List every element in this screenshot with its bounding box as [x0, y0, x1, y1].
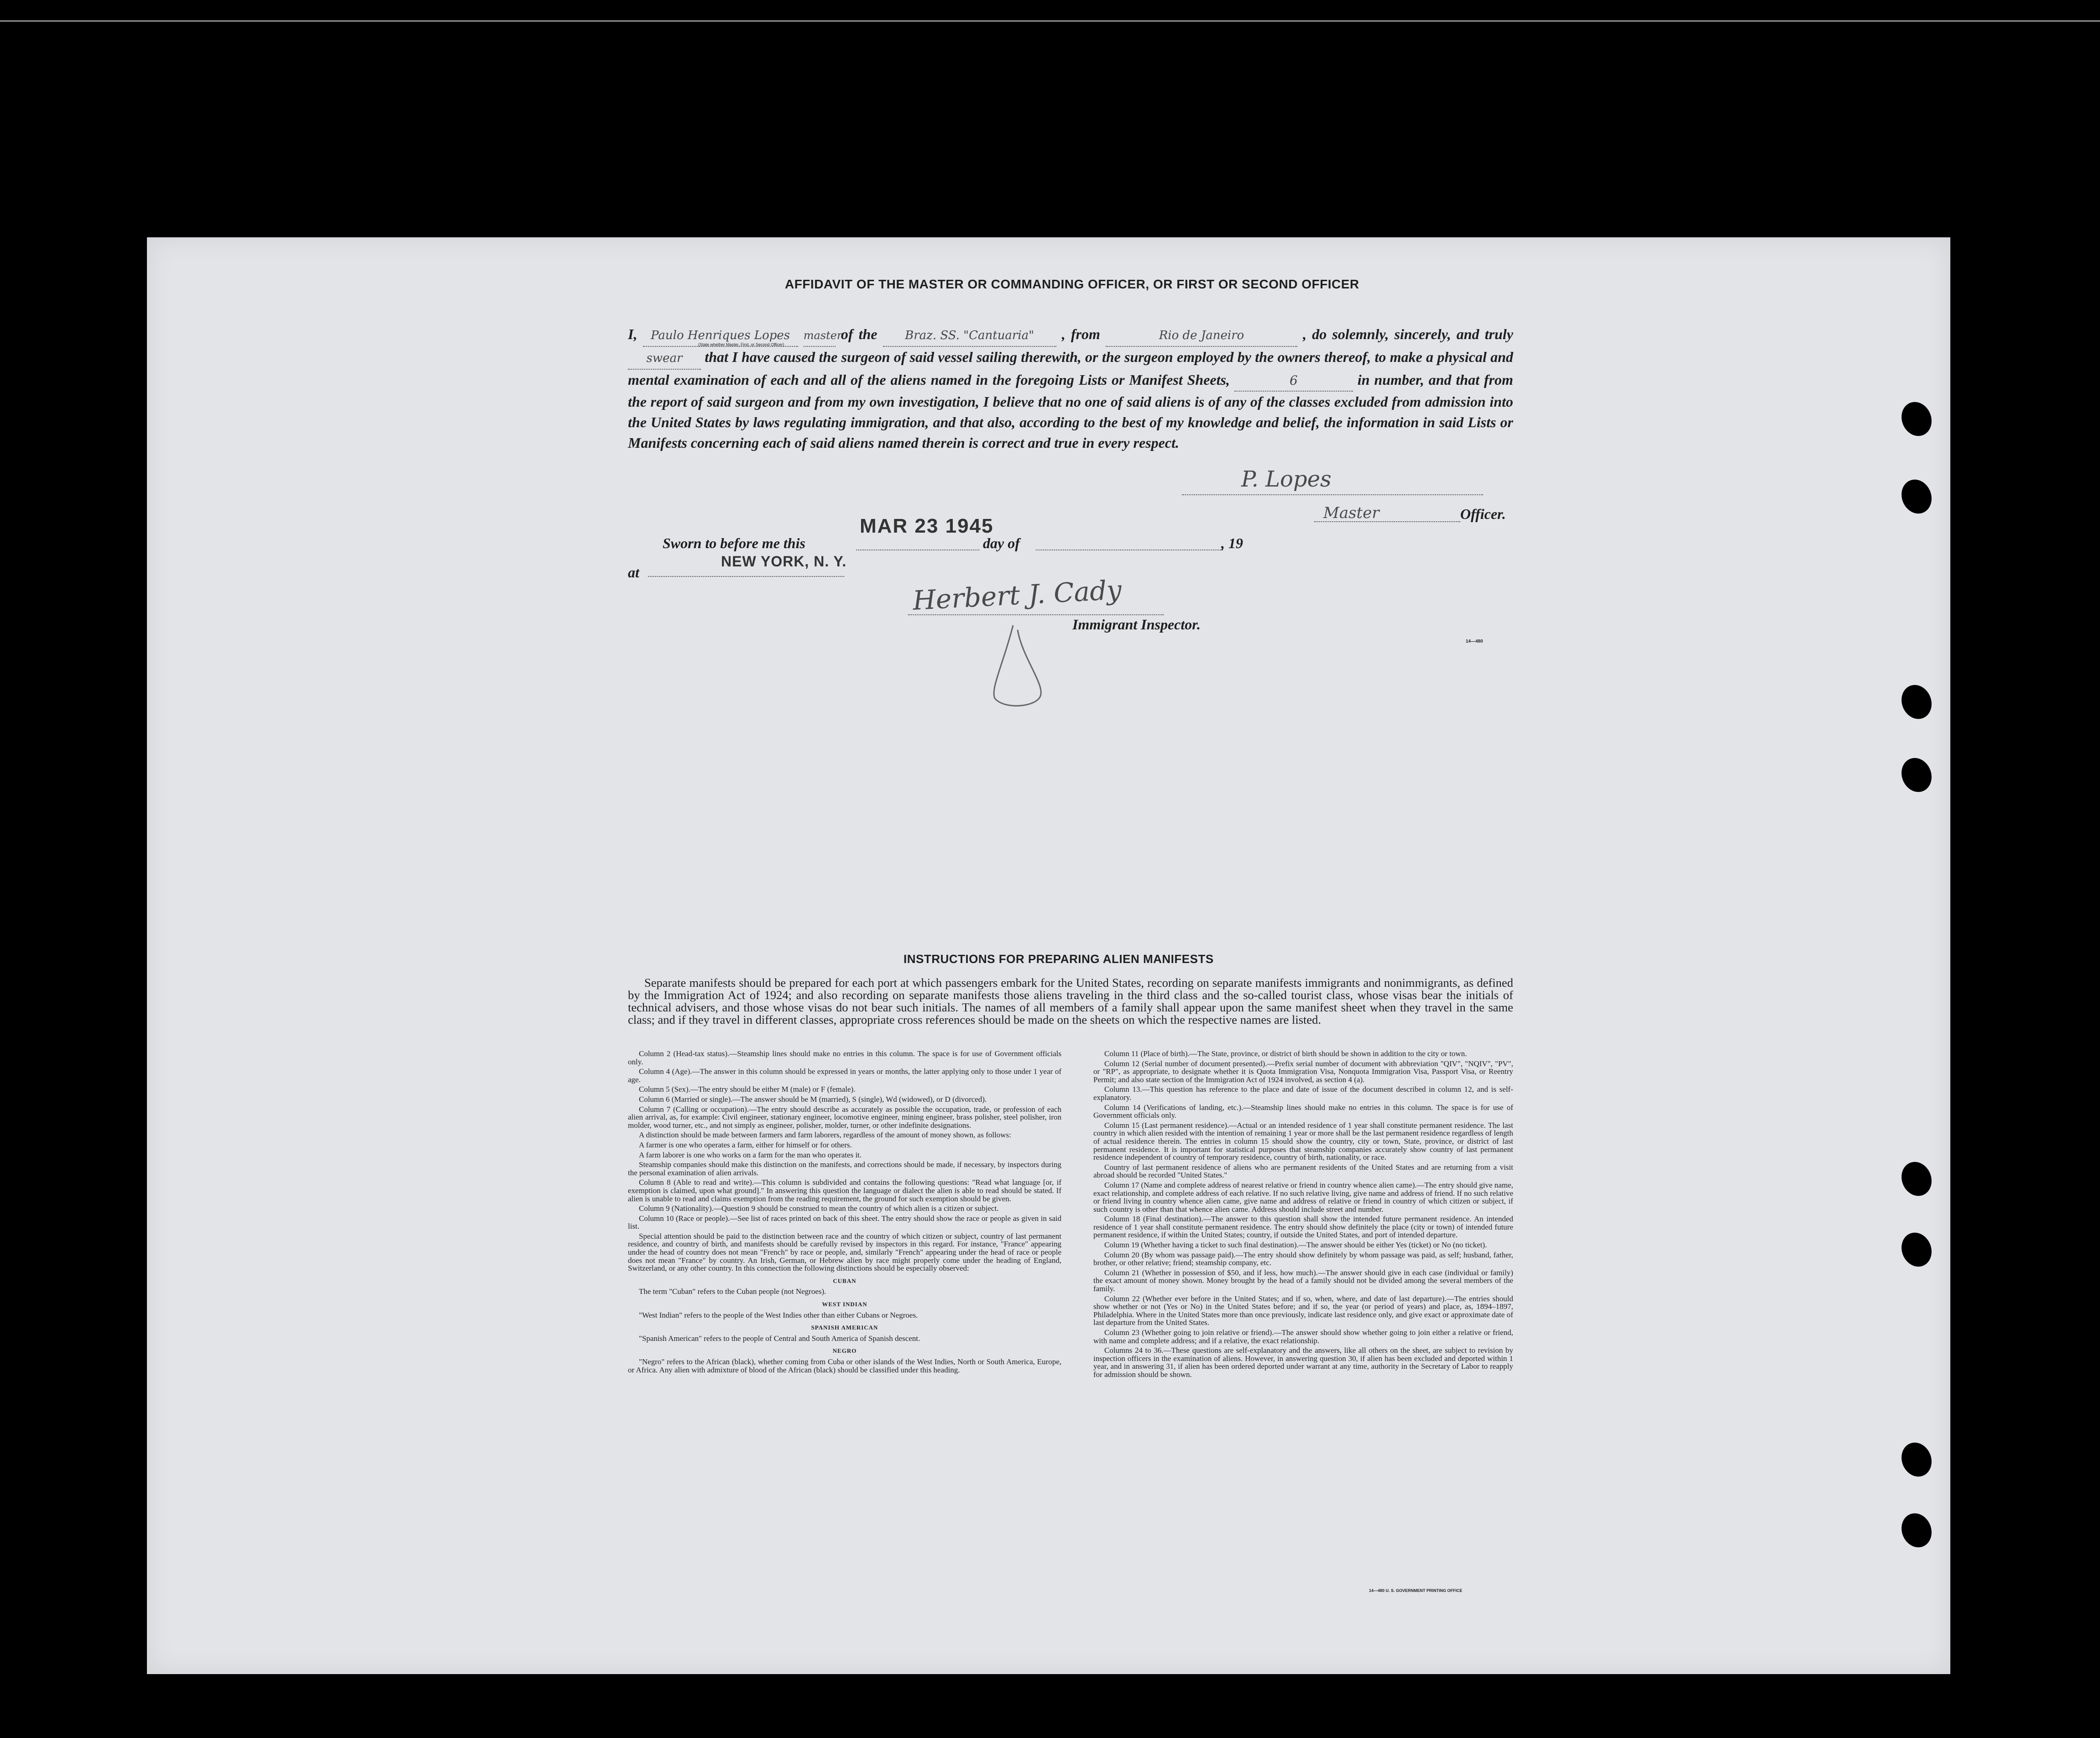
port-field: Rio de Janeiro: [1106, 325, 1297, 347]
spanish-american-heading: SPANISH AMERICAN: [811, 1324, 878, 1331]
officer-rank-note: (State whether Master, First, or Second Officer): [698, 342, 784, 347]
instruction-paragraph: Column 21 (Whether in possession of $50, and if less, how much).—The answer should give in each case (individual or family) the exact amount of money shown. Money brought by the head of a family should not be divided among the several members of the family.: [1093, 1268, 1513, 1293]
instruction-paragraph: Column 13.—This question has reference to the place and date of issue of the document described in column 12, and is self-explanatory.: [1093, 1085, 1513, 1102]
affidavit-text-6: in number, and that from the report of said surgeon and from my own investigation, I believe that no one of said aliens is of any of the classes excluded from admission into the United States by laws regulating immigration, and that also, according to the best of my knowledge and belief, the information in said Lists or Manifests concerning each of said aliens named therein is correct and true in every respect.: [628, 372, 1514, 451]
instruction-paragraph: Column 15 (Last permanent residence).—Actual or an intended residence of 1 year shall constitute permanent residence. The last country in which alien resided with the intention of remaining 1 year or more shall be the last permanent residence regardless of length of actual residence therein. The entries in column 15 should show the country, city or town, State, province, or district of last permanent residence. It is important for statistical purposes that steamship companies accurately show country of last permanent residence independent of country of temporary residence, country of birth, nationality, or race.: [1093, 1120, 1513, 1162]
sworn-prefix: Sworn to before me this: [663, 535, 805, 551]
inspector-signature: Herbert J. Cady: [912, 574, 1123, 616]
vessel-field: Braz. SS. "Cantuaria": [883, 325, 1056, 347]
instruction-paragraph: Column 9 (Nationality).—Question 9 should be construed to mean the country of which alien is a citizen or subject.: [639, 1204, 999, 1213]
instruction-paragraph: Column 4 (Age).—The answer in this column should be expressed in years or months, the latter applying only to those under 1 year of age.: [628, 1067, 1061, 1084]
officer-line: [1314, 521, 1460, 522]
instruction-paragraph: Column 19 (Whether having a ticket to such final destination).—The answer should be either Yes (ticket) or No (no ticket).: [1104, 1241, 1487, 1250]
inspector-line: [908, 614, 1164, 615]
instruction-paragraph: Column 20 (By whom was passage paid).—The entry should show definitely by whom passage was paid, as self; husband, father, brother, or other relative; friend; steamship company, etc.: [1093, 1250, 1513, 1267]
cuban-heading: CUBAN: [833, 1277, 857, 1284]
west-indian-definition: "West Indian" refers to the people of the West Indies other than either Cubans or Negroes.: [639, 1310, 918, 1319]
negro-heading: NEGRO: [832, 1347, 857, 1355]
instruction-paragraph: Column 11 (Place of birth).—The State, province, or district of birth should be shown in addition to the city or town.: [1104, 1049, 1467, 1058]
instruction-paragraph: Column 8 (Able to read and write).—This column is subdivided and contains the following questions: "Read what language [or, if exemption is claimed, upon what ground]." In answering this question the language or dialect the alien is able to read should be stated. If alien is unable to read and claims exemption from the reading requirement, the ground for such exemption should be given.: [628, 1178, 1061, 1203]
place-line: [648, 576, 844, 577]
inspector-label: Immigrant Inspector.: [1072, 616, 1201, 633]
instruction-paragraph: Column 18 (Final destination).—The answer to this question shall show the intended future permanent residence. An intended residence of 1 year shall constitute permanent residence. The entry should show definitely the place (city or town) of intended future permanent residence, if within the United States; country, if outside the United States, and port of intended departure.: [1093, 1215, 1513, 1240]
signature-flourish: [986, 621, 1068, 712]
instruction-paragraph: A farm laborer is one who works on a farm for the man who operates it.: [639, 1150, 862, 1159]
officer-name-field: Paulo Henriques Lopes: [643, 325, 798, 347]
affidavit-text-3: , from: [1061, 326, 1100, 342]
affidavit-text-5: that I have caused the surgeon of said vessel sailing therewith, or the surgeon employed by the owners thereof, to make a physical and mental examination of each and all of the aliens named in the foregoing Lists or Manifest Sheets,: [628, 349, 1514, 388]
instruction-paragraph: Column 22 (Whether ever before in the United States; and if so, when, where, and date of last departure).—The entries should show whether or not (Yes or No) in the United States before; and if so, the year (or period of years) and place, as, 1894–1897, Philadelphia. Where in the United States more than once previously, indicate last residence only, and give exact or approximate date of last departure from the United States.: [1093, 1294, 1513, 1327]
instructions-title: INSTRUCTIONS FOR PREPARING ALIEN MANIFESTS: [904, 952, 1214, 966]
instructions-intro: Separate manifests should be prepared for each port at which passengers embark for the United States, recording on separate manifests immigrants and nonimmigrants, as defined by the Immigration Act of 1924; and also recording on separate manifests those aliens traveling in the third class and the so-called tourist class, whose visas bear the initials of technical advisers, and those whose visas do not bear such initials. The names of all members of a family shall appear upon the same manifest sheet when they travel in the same class; and if they travel in different classes, appropriate cross references should be made on the sheets on which the respective names are listed.: [628, 976, 1513, 1026]
at-label: at: [628, 564, 639, 581]
instruction-paragraph: Column 2 (Head-tax status).—Steamship lines should make no entries in this column. The space is for use of Government officials only.: [628, 1049, 1061, 1066]
instructions-right-column: [1093, 1050, 1513, 1381]
instruction-paragraph: Columns 24 to 36.—These questions are self-explanatory and the answers, like all others on the sheet, are subject to revision by inspection officers in the examination of aliens. However, in answering question 30, if alien has been excluded and deported within 1 year, and in answering 31, if alien has been ordered deported under warrant at any time, authority in the Secretary of Labor to reapply for admission should be shown.: [1093, 1346, 1513, 1379]
officer-rank-signature: Master: [1323, 504, 1379, 522]
instruction-paragraph: Column 23 (Whether going to join relative or friend).—The answer should show whether going to join either a relative or friend, with name and complete address; and if a relative, the exact relationship.: [1093, 1328, 1513, 1345]
form-code: 14—480: [1466, 639, 1483, 644]
cuban-definition: The term "Cuban" refers to the Cuban people (not Negroes).: [639, 1287, 826, 1296]
instruction-paragraph: Column 6 (Married or single).—The answer should be M (married), S (single), Wd (widowed), or D (divorced).: [639, 1094, 987, 1104]
day-of-label: day of: [983, 535, 1020, 551]
sheet-count-field: 6: [1234, 370, 1353, 392]
instruction-paragraph: Column 12 (Serial number of document presented).—Prefix serial number of document with abbreviation "QIV", "NQIV", "PV", or "RP", as appropriate, to designate whether it is Quota Immigration Visa, Nonquota Immigration Visa, Passport Visa, or Reentry Permit; and also state section of the Immigration Act of 1924 involved, as section 4 (a).: [1093, 1059, 1513, 1084]
instruction-paragraph: Country of last permanent residence of aliens who are permanent residents of the United States and are returning from a visit abroad should be recorded "United States.": [1093, 1162, 1513, 1180]
spanish-american-definition: "Spanish American" refers to the people of Central and South America of Spanish descent.: [639, 1334, 920, 1343]
oath-word-field: swear: [628, 348, 701, 370]
rank-field: master: [804, 325, 836, 347]
instruction-paragraph: A distinction should be made between farmers and farm laborers, regardless of the amount of money shown, as follows:: [639, 1131, 1011, 1140]
master-signature: P. Lopes: [1241, 466, 1332, 492]
signature-line: [1182, 494, 1483, 495]
instruction-paragraph: Column 10 (Race or people).—See list of races printed on back of this sheet. The entry should show the race or people as given in said list.: [628, 1214, 1061, 1231]
affidavit-text-1: I,: [628, 326, 637, 342]
instruction-paragraph: Column 5 (Sex).—The entry should be either M (male) or F (female).: [639, 1085, 856, 1094]
instruction-paragraph: Column 17 (Name and complete address of nearest relative or friend in country whence alien came).—The entry should give name, exact relationship, and complete address of each relative. If no such relative living, give name and address of friend. If no such relative or friend living in country whence alien came, give name and address of relative or friend in country of which citizen or subject, if such country is other than that whence alien came. Address should include street and number.: [1093, 1180, 1513, 1214]
instruction-paragraph: Special attention should be paid to the distinction between race and the country of which citizen or subject, country of last permanent residence, and country of birth, and manifests should be carefully revised by inspectors in this regard. For instance, "France" appearing under the head of country does not mean "French" by race or people, and, similarly "French" appearing under the head of race or people does not mean "France" by country. An Irish, German, or Hebrew alien by race might properly come under the heading of England, Switzerland, or any other country. In this connection the following distinctions should be especially observed:: [628, 1231, 1061, 1273]
place-stamp: NEW YORK, N. Y.: [721, 553, 847, 570]
instructions-left-column: [628, 1050, 1061, 1376]
instruction-paragraph: A farmer is one who operates a farm, either for himself or for others.: [639, 1140, 852, 1149]
west-indian-heading: WEST INDIAN: [822, 1301, 867, 1308]
top-border-rule: [0, 20, 2100, 22]
printer-imprint: 14—480 U. S. GOVERNMENT PRINTING OFFICE: [1369, 1588, 1463, 1593]
year-label: , 19: [1221, 535, 1243, 551]
instruction-paragraph: Steamship companies should make this distinction on the manifests, and corrections should be made, if necessary, by inspectors during the personal examination of alien arrivals.: [628, 1160, 1061, 1177]
instruction-paragraph: Column 14 (Verifications of landing, etc.).—Steamship lines should make no entries in this column. The space is for use of Government officials only.: [1093, 1103, 1513, 1120]
affidavit-text-4: , do solemnly, sincerely, and truly: [1303, 326, 1514, 342]
officer-label: Officer.: [1460, 506, 1506, 522]
date-stamp: MAR 23 1945: [860, 515, 994, 537]
instruction-paragraph: Column 7 (Calling or occupation).—The entry should describe as accurately as possible the occupation, trade, or profession of each alien arrival, as, for example: Civil engineer, stationary engineer, locomotive engineer, mining engineer, brass polisher, steel polisher, iron molder, wood turner, etc., and not simply as engineer, polisher, molder, turner, or other indefinite designations.: [628, 1105, 1061, 1130]
negro-definition: "Negro" refers to the African (black), whether coming from Cuba or other islands of the West Indies, North or South America, Europe, or Africa. Any alien with admixture of blood of the African (black) should be classified under this heading.: [628, 1357, 1061, 1374]
affidavit-title: AFFIDAVIT OF THE MASTER OR COMMANDING OFFICER, OR FIRST OR SECOND OFFICER: [785, 277, 1359, 291]
affidavit-text-2: of the: [841, 326, 878, 342]
